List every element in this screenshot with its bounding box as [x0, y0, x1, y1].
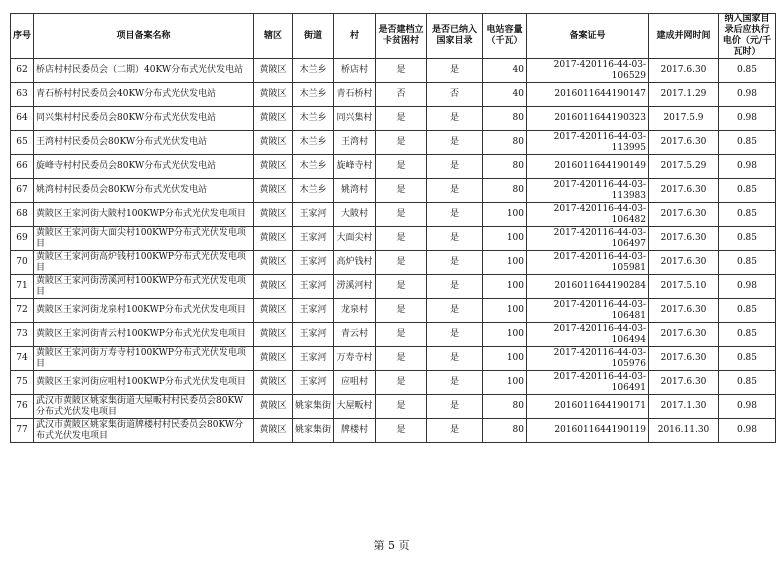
cell-village: 青石桥村	[334, 83, 376, 107]
cell-price: 0.85	[719, 251, 776, 275]
cell-village: 王湾村	[334, 131, 376, 155]
cell-village: 高炉钱村	[334, 251, 376, 275]
cell-district: 黄陂区	[254, 251, 293, 275]
header-capacity: 电站容量（千瓦）	[483, 14, 527, 59]
cell-price: 0.98	[719, 395, 776, 419]
table-row	[11, 179, 776, 203]
cell-seq: 64	[11, 107, 34, 131]
cell-poor-village: 是	[376, 227, 427, 251]
cell-poor-village: 是	[376, 179, 427, 203]
cell-price: 0.85	[719, 347, 776, 371]
cell-village: 姚湾村	[334, 179, 376, 203]
header-district: 辖区	[254, 14, 293, 59]
cell-seq: 69	[11, 227, 34, 251]
cell-capacity: 100	[483, 299, 527, 323]
cell-record-no: 2017-420116-44-03-105981	[527, 251, 649, 275]
header-grid-time: 建成并网时间	[649, 14, 719, 59]
cell-included: 是	[427, 347, 483, 371]
header-name: 项目备案名称	[34, 14, 254, 59]
cell-capacity: 80	[483, 107, 527, 131]
cell-grid-time: 2017.5.29	[649, 155, 719, 179]
cell-price: 0.85	[719, 371, 776, 395]
cell-village: 牌楼村	[334, 419, 376, 443]
cell-seq: 63	[11, 83, 34, 107]
cell-price: 0.85	[719, 59, 776, 83]
cell-included: 是	[427, 179, 483, 203]
cell-poor-village: 是	[376, 419, 427, 443]
cell-project-name: 桥店村村民委员会（二期）40KW分布式光伏发电站	[34, 59, 254, 83]
header-street: 街道	[293, 14, 334, 59]
header-record-no: 备案证号	[527, 14, 649, 59]
cell-district: 黄陂区	[254, 299, 293, 323]
cell-seq: 74	[11, 347, 34, 371]
cell-district: 黄陂区	[254, 323, 293, 347]
cell-district: 黄陂区	[254, 371, 293, 395]
cell-included: 是	[427, 59, 483, 83]
cell-grid-time: 2017.6.30	[649, 251, 719, 275]
cell-grid-time: 2017.6.30	[649, 299, 719, 323]
filing-table	[10, 13, 776, 443]
cell-district: 黄陂区	[254, 227, 293, 251]
cell-included: 是	[427, 395, 483, 419]
cell-capacity: 100	[483, 251, 527, 275]
cell-seq: 68	[11, 203, 34, 227]
cell-capacity: 80	[483, 131, 527, 155]
cell-grid-time: 2017.6.30	[649, 227, 719, 251]
cell-street: 木兰乡	[293, 179, 334, 203]
table-row	[11, 107, 776, 131]
table-row	[11, 251, 776, 275]
cell-village: 大陂村	[334, 203, 376, 227]
cell-included: 是	[427, 107, 483, 131]
cell-poor-village: 是	[376, 203, 427, 227]
cell-grid-time: 2017.6.30	[649, 179, 719, 203]
cell-included: 否	[427, 83, 483, 107]
table-row	[11, 395, 776, 419]
cell-district: 黄陂区	[254, 107, 293, 131]
table-row	[11, 155, 776, 179]
header-included: 是否已纳入国家目录	[427, 14, 483, 59]
cell-capacity: 80	[483, 155, 527, 179]
header-row	[11, 14, 776, 59]
cell-poor-village: 是	[376, 155, 427, 179]
cell-capacity: 100	[483, 275, 527, 299]
cell-street: 王家河	[293, 323, 334, 347]
cell-grid-time: 2017.1.29	[649, 83, 719, 107]
cell-grid-time: 2017.6.30	[649, 203, 719, 227]
cell-record-no: 2016011644190119	[527, 419, 649, 443]
cell-price: 0.85	[719, 323, 776, 347]
cell-street: 木兰乡	[293, 155, 334, 179]
cell-record-no: 2017-420116-44-03-106529	[527, 59, 649, 83]
cell-district: 黄陂区	[254, 131, 293, 155]
cell-capacity: 80	[483, 395, 527, 419]
cell-project-name: 同兴集村村民委员会80KW分布式光伏发电站	[34, 107, 254, 131]
cell-record-no: 2017-420116-44-03-106497	[527, 227, 649, 251]
cell-grid-time: 2017.6.30	[649, 347, 719, 371]
cell-street: 木兰乡	[293, 83, 334, 107]
cell-poor-village: 是	[376, 251, 427, 275]
cell-village: 龙泉村	[334, 299, 376, 323]
cell-price: 0.85	[719, 179, 776, 203]
cell-poor-village: 是	[376, 347, 427, 371]
cell-district: 黄陂区	[254, 203, 293, 227]
cell-seq: 62	[11, 59, 34, 83]
cell-included: 是	[427, 323, 483, 347]
cell-village: 涝溪河村	[334, 275, 376, 299]
cell-price: 0.85	[719, 203, 776, 227]
cell-capacity: 100	[483, 227, 527, 251]
cell-village: 青云村	[334, 323, 376, 347]
cell-capacity: 80	[483, 179, 527, 203]
cell-street: 姚家集街	[293, 395, 334, 419]
cell-price: 0.98	[719, 83, 776, 107]
cell-project-name: 黄陂区王家河街高炉钱村100KWP分布式光伏发电项目	[34, 251, 254, 275]
cell-district: 黄陂区	[254, 275, 293, 299]
table-row	[11, 227, 776, 251]
cell-project-name: 青石桥村村民委员会40KW分布式光伏发电站	[34, 83, 254, 107]
cell-record-no: 2016011644190323	[527, 107, 649, 131]
cell-project-name: 旋峰寺村村民委员会80KW分布式光伏发电站	[34, 155, 254, 179]
cell-price: 0.85	[719, 227, 776, 251]
cell-village: 大面尖村	[334, 227, 376, 251]
cell-street: 王家河	[293, 227, 334, 251]
table-row	[11, 275, 776, 299]
cell-included: 是	[427, 275, 483, 299]
cell-street: 王家河	[293, 251, 334, 275]
table-row	[11, 419, 776, 443]
cell-village: 桥店村	[334, 59, 376, 83]
cell-capacity: 100	[483, 323, 527, 347]
cell-seq: 77	[11, 419, 34, 443]
cell-village: 应咀村	[334, 371, 376, 395]
cell-price: 0.98	[719, 155, 776, 179]
table-row	[11, 131, 776, 155]
cell-street: 木兰乡	[293, 107, 334, 131]
table-row	[11, 371, 776, 395]
cell-village: 旋峰寺村	[334, 155, 376, 179]
cell-project-name: 黄陂区王家河街龙泉村100KWP分布式光伏发电项目	[34, 299, 254, 323]
cell-capacity: 100	[483, 347, 527, 371]
cell-record-no: 2016011644190149	[527, 155, 649, 179]
cell-grid-time: 2017.6.30	[649, 59, 719, 83]
cell-project-name: 黄陂区王家河街大陂村100KWP分布式光伏发电项目	[34, 203, 254, 227]
cell-grid-time: 2017.5.9	[649, 107, 719, 131]
cell-price: 0.98	[719, 107, 776, 131]
cell-poor-village: 是	[376, 323, 427, 347]
cell-seq: 67	[11, 179, 34, 203]
table-row	[11, 203, 776, 227]
cell-grid-time: 2017.6.30	[649, 323, 719, 347]
cell-poor-village: 是	[376, 395, 427, 419]
cell-seq: 71	[11, 275, 34, 299]
cell-district: 黄陂区	[254, 395, 293, 419]
cell-street: 木兰乡	[293, 59, 334, 83]
cell-capacity: 100	[483, 203, 527, 227]
cell-grid-time: 2017.5.10	[649, 275, 719, 299]
cell-capacity: 40	[483, 83, 527, 107]
table-row	[11, 59, 776, 83]
cell-record-no: 2017-420116-44-03-106494	[527, 323, 649, 347]
table-row	[11, 347, 776, 371]
cell-included: 是	[427, 251, 483, 275]
cell-street: 王家河	[293, 347, 334, 371]
cell-seq: 75	[11, 371, 34, 395]
cell-district: 黄陂区	[254, 419, 293, 443]
cell-included: 是	[427, 155, 483, 179]
cell-capacity: 100	[483, 371, 527, 395]
cell-village: 万寿寺村	[334, 347, 376, 371]
table-row	[11, 83, 776, 107]
cell-grid-time: 2017.1.30	[649, 395, 719, 419]
table-row	[11, 299, 776, 323]
cell-street: 王家河	[293, 371, 334, 395]
cell-seq: 76	[11, 395, 34, 419]
cell-included: 是	[427, 419, 483, 443]
cell-district: 黄陂区	[254, 59, 293, 83]
header-seq: 序号	[11, 14, 34, 59]
cell-record-no: 2017-420116-44-03-113983	[527, 179, 649, 203]
cell-capacity: 80	[483, 419, 527, 443]
cell-seq: 72	[11, 299, 34, 323]
cell-project-name: 黄陂区王家河街应咀村100KWP分布式光伏发电项目	[34, 371, 254, 395]
cell-record-no: 2016011644190147	[527, 83, 649, 107]
cell-project-name: 姚湾村村民委员会80KW分布式光伏发电站	[34, 179, 254, 203]
header-poor: 是否建档立卡贫困村	[376, 14, 427, 59]
cell-village: 大屋畈村	[334, 395, 376, 419]
cell-street: 王家河	[293, 275, 334, 299]
cell-district: 黄陂区	[254, 155, 293, 179]
cell-included: 是	[427, 227, 483, 251]
cell-grid-time: 2017.6.30	[649, 371, 719, 395]
cell-record-no: 2017-420116-44-03-106491	[527, 371, 649, 395]
header-village: 村	[334, 14, 376, 59]
cell-district: 黄陂区	[254, 179, 293, 203]
cell-price: 0.98	[719, 419, 776, 443]
cell-poor-village: 是	[376, 131, 427, 155]
cell-project-name: 黄陂区王家河街涝溪河村100KWP分布式光伏发电项目	[34, 275, 254, 299]
cell-project-name: 武汉市黄陂区姚家集街道牌楼村村民委员会80KW分布式光伏发电项目	[34, 419, 254, 443]
cell-record-no: 2016011644190284	[527, 275, 649, 299]
cell-poor-village: 是	[376, 107, 427, 131]
page-number: 第 5 页	[373, 539, 410, 552]
header-price: 纳入国家目录后应执行电价（元/千瓦时）	[719, 14, 776, 59]
cell-price: 0.98	[719, 275, 776, 299]
cell-included: 是	[427, 371, 483, 395]
cell-price: 0.85	[719, 131, 776, 155]
cell-grid-time: 2017.6.30	[649, 131, 719, 155]
cell-record-no: 2017-420116-44-03-113995	[527, 131, 649, 155]
cell-poor-village: 否	[376, 83, 427, 107]
cell-included: 是	[427, 203, 483, 227]
cell-poor-village: 是	[376, 59, 427, 83]
cell-poor-village: 是	[376, 275, 427, 299]
cell-street: 王家河	[293, 299, 334, 323]
cell-street: 王家河	[293, 203, 334, 227]
table-row	[11, 323, 776, 347]
table-body	[11, 59, 776, 443]
cell-district: 黄陂区	[254, 83, 293, 107]
cell-seq: 70	[11, 251, 34, 275]
cell-grid-time: 2016.11.30	[649, 419, 719, 443]
cell-record-no: 2017-420116-44-03-106482	[527, 203, 649, 227]
cell-record-no: 2016011644190171	[527, 395, 649, 419]
cell-seq: 73	[11, 323, 34, 347]
cell-record-no: 2017-420116-44-03-106481	[527, 299, 649, 323]
cell-project-name: 武汉市黄陂区姚家集街道大屋畈村村民委员会80KW分布式光伏发电项目	[34, 395, 254, 419]
cell-street: 木兰乡	[293, 131, 334, 155]
cell-project-name: 黄陂区王家河街万寿寺村100KWP分布式光伏发电项目	[34, 347, 254, 371]
cell-project-name: 黄陂区王家河街大面尖村100KWP分布式光伏发电项目	[34, 227, 254, 251]
cell-seq: 66	[11, 155, 34, 179]
cell-record-no: 2017-420116-44-03-105976	[527, 347, 649, 371]
cell-included: 是	[427, 131, 483, 155]
cell-project-name: 黄陂区王家河街青云村100KWP分布式光伏发电项目	[34, 323, 254, 347]
cell-project-name: 王湾村村民委员会80KW分布式光伏发电站	[34, 131, 254, 155]
cell-village: 同兴集村	[334, 107, 376, 131]
cell-price: 0.85	[719, 299, 776, 323]
cell-poor-village: 是	[376, 371, 427, 395]
cell-seq: 65	[11, 131, 34, 155]
cell-district: 黄陂区	[254, 347, 293, 371]
cell-poor-village: 是	[376, 299, 427, 323]
cell-included: 是	[427, 299, 483, 323]
cell-street: 姚家集街	[293, 419, 334, 443]
cell-capacity: 40	[483, 59, 527, 83]
